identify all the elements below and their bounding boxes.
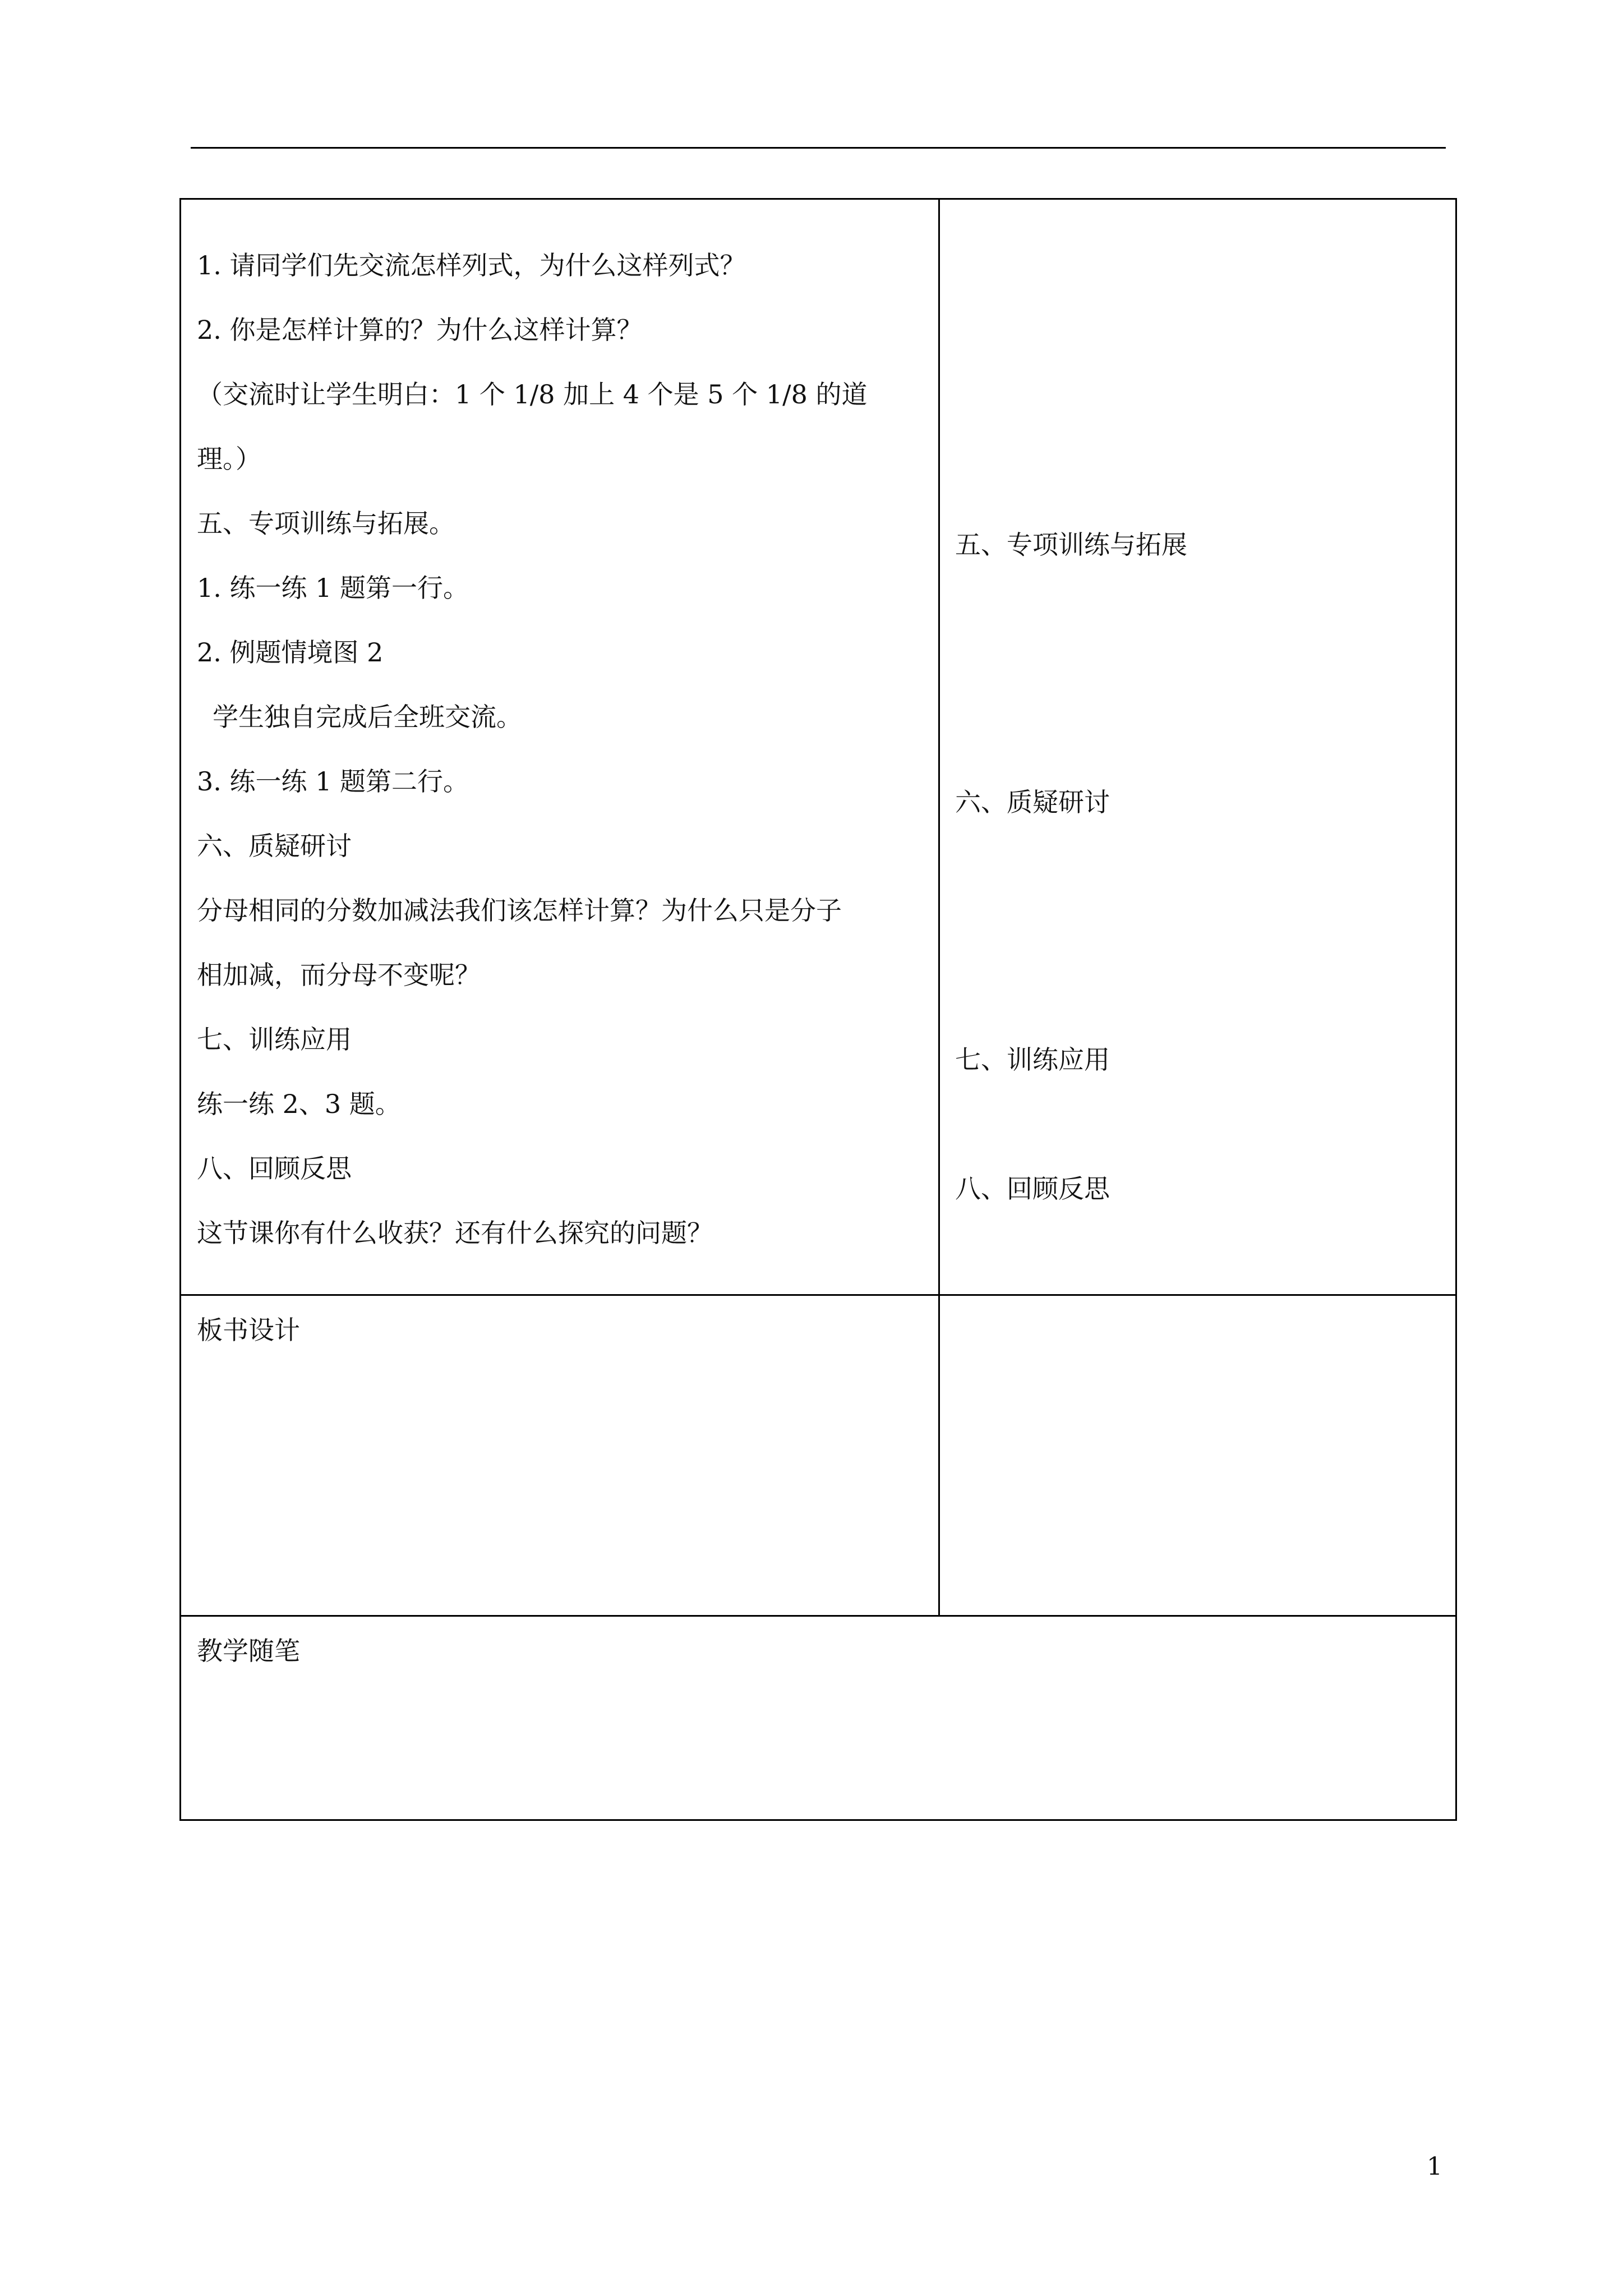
process-line: 2. 例题情境图 2 xyxy=(197,637,384,668)
process-line: 1. 请同学们先交流怎样列式，为什么这样列式？ xyxy=(197,250,746,280)
lesson-plan-table xyxy=(179,198,1457,1821)
process-line: 2. 你是怎样计算的？为什么这样计算？ xyxy=(197,315,643,345)
process-line: （交流时让学生明白：1 个 1/8 加上 4 个是 5 个 1/8 的道 xyxy=(197,379,868,409)
process-line: 相加减，而分母不变呢？ xyxy=(197,960,481,990)
row-divider-notes xyxy=(181,1615,1455,1617)
right-label-five: 五、专项训练与拓展 xyxy=(955,530,1187,560)
process-line: 理。） xyxy=(197,444,261,474)
process-line: 七、训练应用 xyxy=(197,1024,352,1055)
teaching-process-column xyxy=(197,233,926,1266)
column-divider xyxy=(938,200,940,1617)
process-line: 1. 练一练 1 题第一行。 xyxy=(197,573,469,603)
process-line: 五、专项训练与拓展。 xyxy=(197,508,455,539)
process-line: 学生独自完成后全班交流。 xyxy=(213,702,522,732)
right-label-six: 六、质疑研讨 xyxy=(955,787,1110,817)
process-line: 分母相同的分数加减法我们该怎样计算？为什么只是分子 xyxy=(197,895,842,926)
process-line: 六、质疑研讨 xyxy=(197,831,352,861)
process-line: 这节课你有什么收获？还有什么探究的问题？ xyxy=(197,1218,713,1248)
right-label-seven: 七、训练应用 xyxy=(955,1045,1110,1075)
process-line: 八、回顾反思 xyxy=(197,1153,352,1184)
page-number: 1 xyxy=(1427,2152,1442,2181)
header-rule xyxy=(191,147,1446,149)
process-line: 3. 练一练 1 题第二行。 xyxy=(197,766,469,797)
teaching-notes-label: 教学随笔 xyxy=(197,1636,300,1666)
process-line: 练一练 2、3 题。 xyxy=(197,1089,401,1119)
row-divider-board xyxy=(181,1294,1455,1296)
right-label-eight: 八、回顾反思 xyxy=(955,1174,1110,1204)
board-design-label: 板书设计 xyxy=(197,1315,300,1345)
